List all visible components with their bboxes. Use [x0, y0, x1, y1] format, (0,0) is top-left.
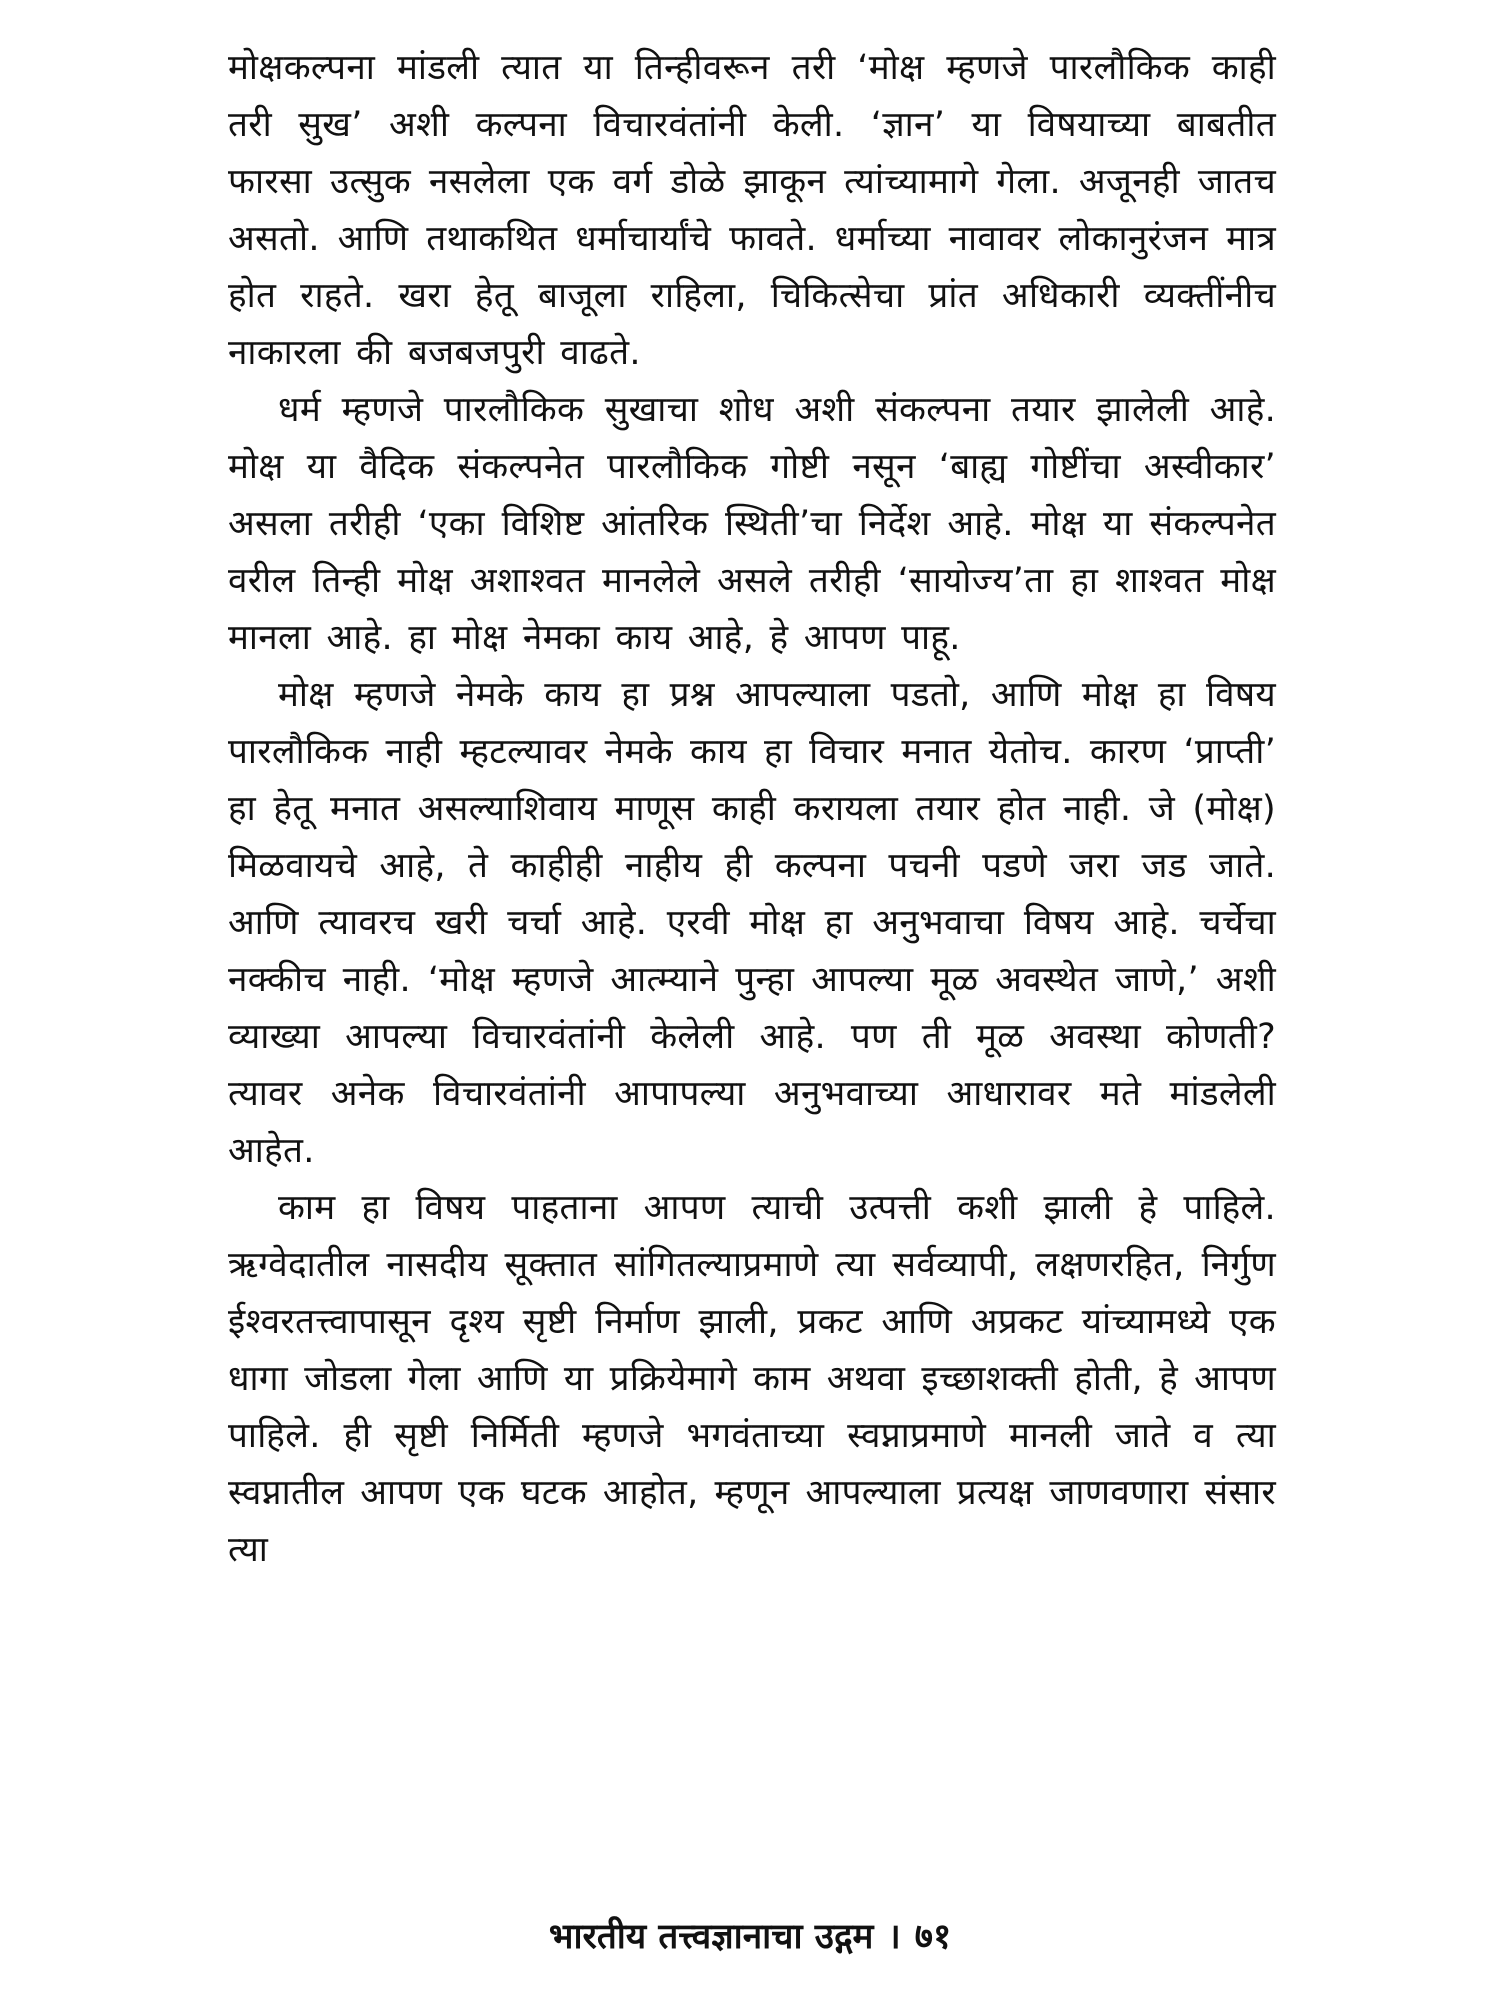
paragraph-2: धर्म म्हणजे पारलौकिक सुखाचा शोध अशी संकल्पना तयार झालेली आहे. मोक्ष या वैदिक संकल्पनेत पारलौकिक गोष्टी नसून ‘बाह्य गोष्टींचा अस्वीकार’ असला तरीही ‘एका विशिष्ट आंतरिक स्थिती’चा निर्देश आहे. मोक्ष या संकल्पनेत वरील तिन्ही मोक्ष अशाश्वत मानलेले असले तरीही ‘सायोज्य’ता हा शाश्वत मोक्ष मानला आहे. हा मोक्ष नेमका काय आहे, हे आपण पाहू. — [228, 390, 1276, 658]
paragraph-4: काम हा विषय पाहताना आपण त्याची उत्पत्ती कशी झाली हे पाहिले. ऋग्वेदातील नासदीय सूक्तात सांगितल्याप्रमाणे त्या सर्वव्यापी, लक्षणरहित, निर्गुण ईश्वरतत्त्वापासून दृश्य सृष्टी निर्माण झाली, प्रकट आणि अप्रकट यांच्यामध्ये एक धागा जोडला गेला आणि या प्रक्रियेमागे काम अथवा इच्छाशक्ती होती, हे आपण पाहिले. ही सृष्टी निर्मिती म्हणजे भगवंताच्या स्वप्नाप्रमाणे मानली जाते व त्या स्वप्नातील आपण एक घटक आहोत, म्हणून आपल्याला प्रत्यक्ष जाणवणारा संसार त्या — [228, 1188, 1276, 1570]
paragraph-3: मोक्ष म्हणजे नेमके काय हा प्रश्न आपल्याला पडतो, आणि मोक्ष हा विषय पारलौकिक नाही म्हटल्यावर नेमके काय हा विचार मनात येतोच. कारण ‘प्राप्ती’ हा हेतू मनात असल्याशिवाय माणूस काही करायला तयार होत नाही. जे (मोक्ष) मिळवायचे आहे, ते काहीही नाहीय ही कल्पना पचनी पडणे जरा जड जाते. आणि त्यावरच खरी चर्चा आहे. एरवी मोक्ष हा अनुभवाचा विषय आहे. चर्चेचा नक्कीच नाही. ‘मोक्ष म्हणजे आत्म्याने पुन्हा आपल्या मूळ अवस्थेत जाणे,’ अशी व्याख्या आपल्या विचारवंतांनी केलेली आहे. पण ती मूळ अवस्था कोणती? त्यावर अनेक विचारवंतांनी आपापल्या अनुभवाच्या आधारावर मते मांडलेली आहेत. — [228, 675, 1276, 1171]
paragraph-1: मोक्षकल्पना मांडली त्यात या तिन्हीवरून तरी ‘मोक्ष म्हणजे पारलौकिक काही तरी सुख’ अशी कल्पना विचारवंतांनी केली. ‘ज्ञान’ या विषयाच्या बाबतीत फारसा उत्सुक नसलेला एक वर्ग डोळे झाकून त्यांच्यामागे गेला. अजूनही जातच असतो. आणि तथाकथित धर्माचार्यांचे फावते. धर्माच्या नावावर लोकानुरंजन मात्र होत राहते. खरा हेतू बाजूला राहिला, चिकित्सेचा प्रांत अधिकारी व्यक्तींनीच नाकारला की बजबजपुरी वाढते. — [228, 48, 1276, 373]
page-footer — [0, 1912, 1500, 1962]
page-body — [228, 40, 1276, 1579]
book-title: भारतीय तत्त्वज्ञानाचा उद्गम — [548, 1917, 874, 1957]
footer-separator: । — [887, 1917, 901, 1957]
page-number: ७१ — [914, 1917, 952, 1957]
